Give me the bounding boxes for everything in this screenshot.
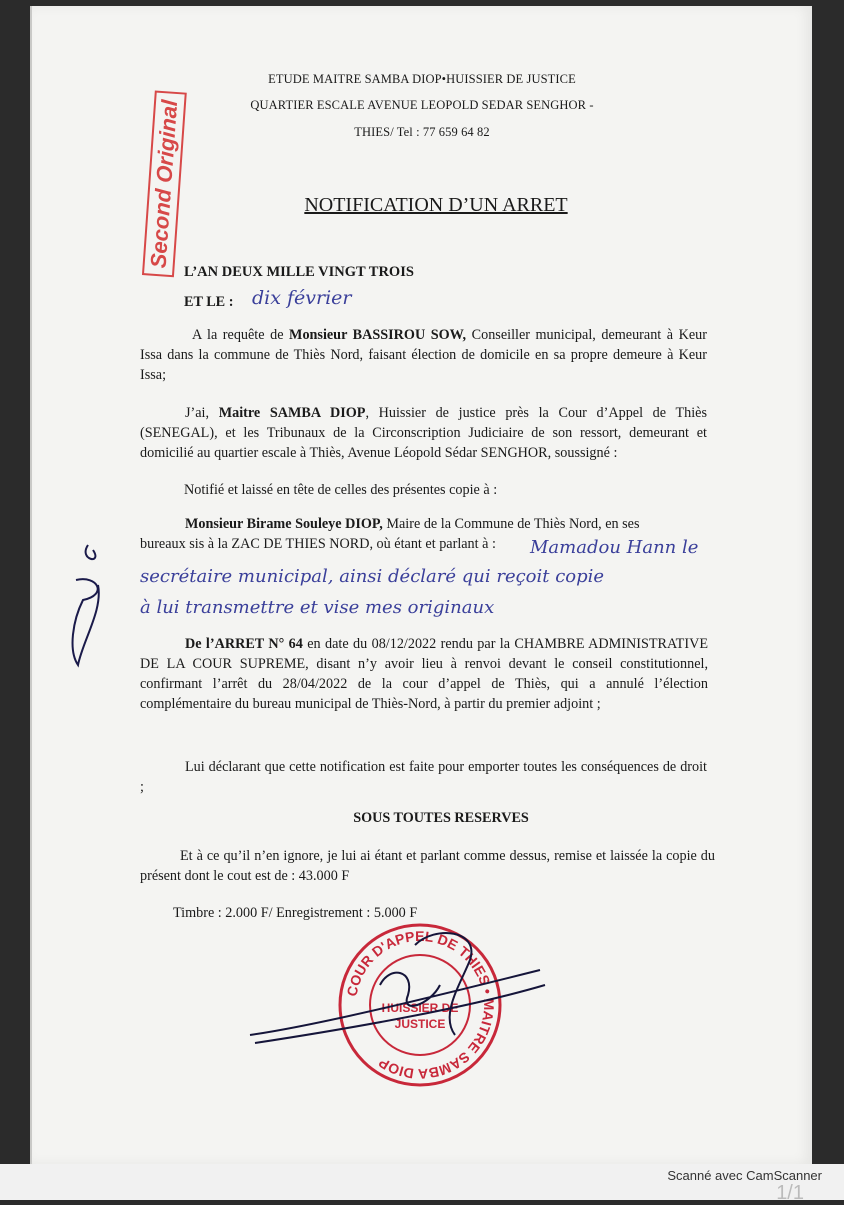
date-handwritten: dix février [252,287,352,309]
second-original-stamp: Second Original [142,91,187,277]
camscanner-watermark: Scanné avec CamScanner [667,1168,822,1183]
paragraph-huissier: J’ai, Maitre SAMBA DIOP, Huissier de justice près la Cour d’Appel de Thiès (SENEGAL), et les Tribunaux de la Circonscription Judiciaire de son ressort, demeurant et domicilié au quartier escale à Thiès, Avenue Léopold Sédar SENGHOR, soussigné : [140,405,707,461]
paragraph-requete: A la requête de Monsieur BASSIROU SOW, Conseiller municipal, demeurant à Keur Issa dans la commune de Thiès Nord, faisant élection de domicile en sa propre demeure à Keur Issa; [140,327,707,383]
header-line-1: ETUDE MAITRE SAMBA DIOP•HUISSIER DE JUSTICE [268,72,576,86]
header-line-3: THIES/ Tel : 77 659 64 82 [354,125,490,139]
signature-margin [58,540,128,675]
page-number: 1/1 [776,1182,804,1204]
paragraph-declarant: Lui déclarant que cette notification est faite pour emporter toutes les conséquences de droit ; [140,759,707,795]
fees-line: Timbre : 2.000 F/ Enregistrement : 5.000 F [173,905,418,921]
handwritten-line-1: Mamadou Hann le [530,537,699,558]
document-title: NOTIFICATION D’UN ARRET [304,194,568,216]
paragraph-destinataire-line1: Monsieur Birame Souleye DIOP, Maire de la Commune de Thiès Nord, en ses [185,516,640,532]
handwritten-line-3: à lui transmettre et vise mes originaux [140,597,495,618]
sous-toutes-reserves: SOUS TOUTES RESERVES [353,810,529,826]
signature-over-seal [240,925,560,1065]
year-line: L’AN DEUX MILLE VINGT TROIS [184,264,414,280]
seal-inner-line-1: HUISSIER DE [381,1001,459,1015]
date-label: ET LE : [184,294,234,310]
seal-inner-line-2: JUSTICE [394,1017,446,1031]
paragraph-copie: Et à ce qu’il n’en ignore, je lui ai étant et parlant comme dessus, remise et laissée la copie du présent dont le cout est de : 43.000 F [140,848,715,884]
paragraph-destinataire-line2: bureaux sis à la ZAC DE THIES NORD, où étant et parlant à : [140,536,496,552]
header-line-2: QUARTIER ESCALE AVENUE LEOPOLD SEDAR SENGHOR - [250,98,594,112]
paragraph-notifie: Notifié et laissé en tête de celles des présentes copie à : [184,482,498,498]
seal-outer-text: COUR D'APPEL DE THIES • MAITRE SAMBA DIOP [343,927,498,1083]
handwritten-line-2: secrétaire municipal, ainsi déclaré qui reçoit copie [140,566,605,587]
paragraph-arret: De l’ARRET N° 64 en date du 08/12/2022 rendu par la CHAMBRE ADMINISTRATIVE DE LA COUR SUPREME, disant n’y avoir lieu à renvoi devant le conseil constitutionnel, confirmant l’arrêt du 28/04/2022 de la cour d’appel de Thiès, qui a annulé l’élection complémentaire du bureau municipal de Thiès-Nord, à partir du premier adjoint ; [140,636,708,712]
